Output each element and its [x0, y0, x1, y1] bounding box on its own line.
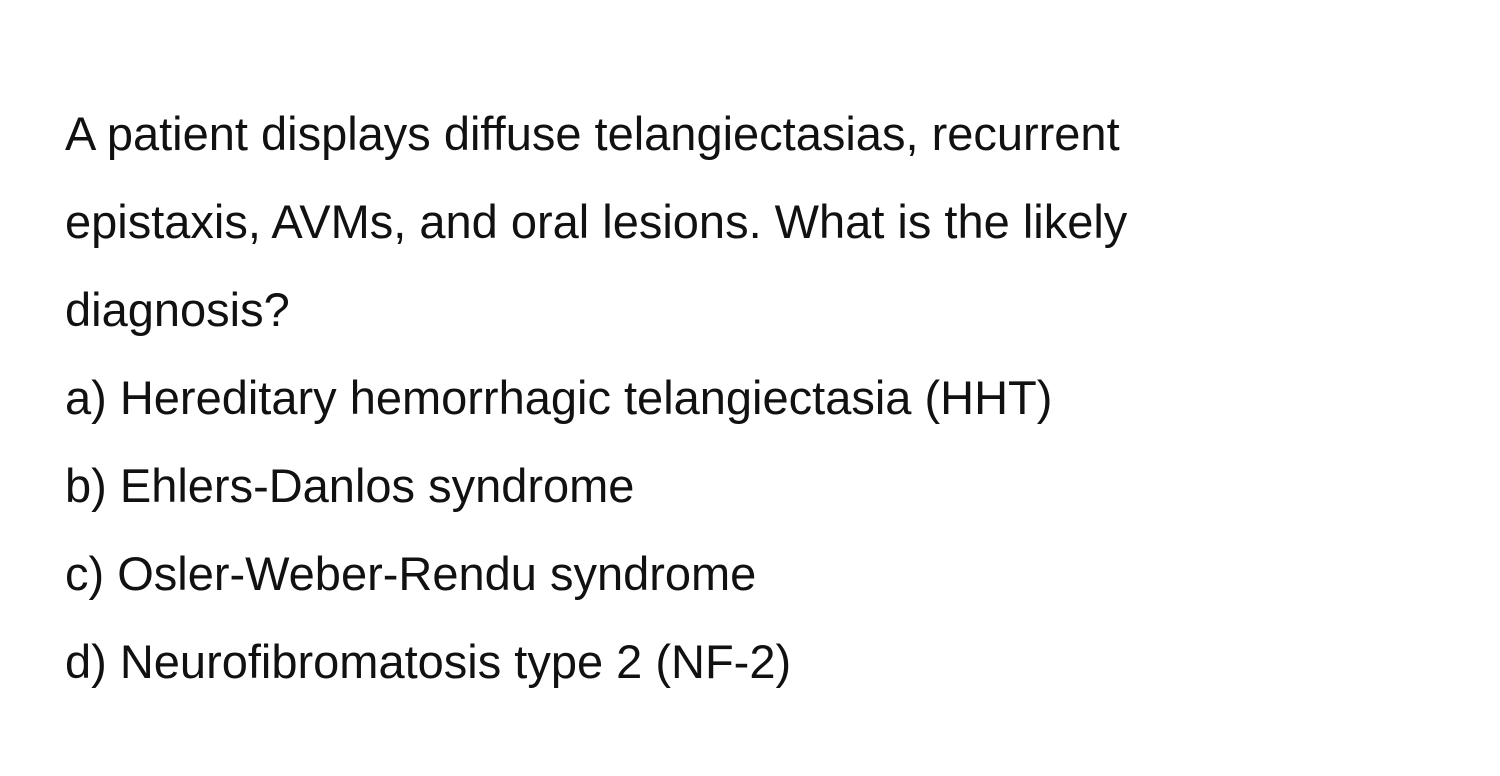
question-line: epistaxis, AVMs, and oral lesions. What is the likely	[65, 195, 1128, 248]
option-a: a) Hereditary hemorrhagic telangiectasia (HHT)	[65, 371, 1053, 424]
option-c: c) Osler-Weber-Rendu syndrome	[65, 547, 757, 600]
question-line: A patient displays diffuse telangiectasias, recurrent	[65, 107, 1120, 160]
question-line: diagnosis?	[65, 283, 290, 336]
answer-options	[65, 354, 1440, 706]
question-text	[65, 90, 1440, 354]
option-b: b) Ehlers-Danlos syndrome	[65, 459, 635, 512]
option-d: d) Neurofibromatosis type 2 (NF-2)	[65, 635, 792, 688]
